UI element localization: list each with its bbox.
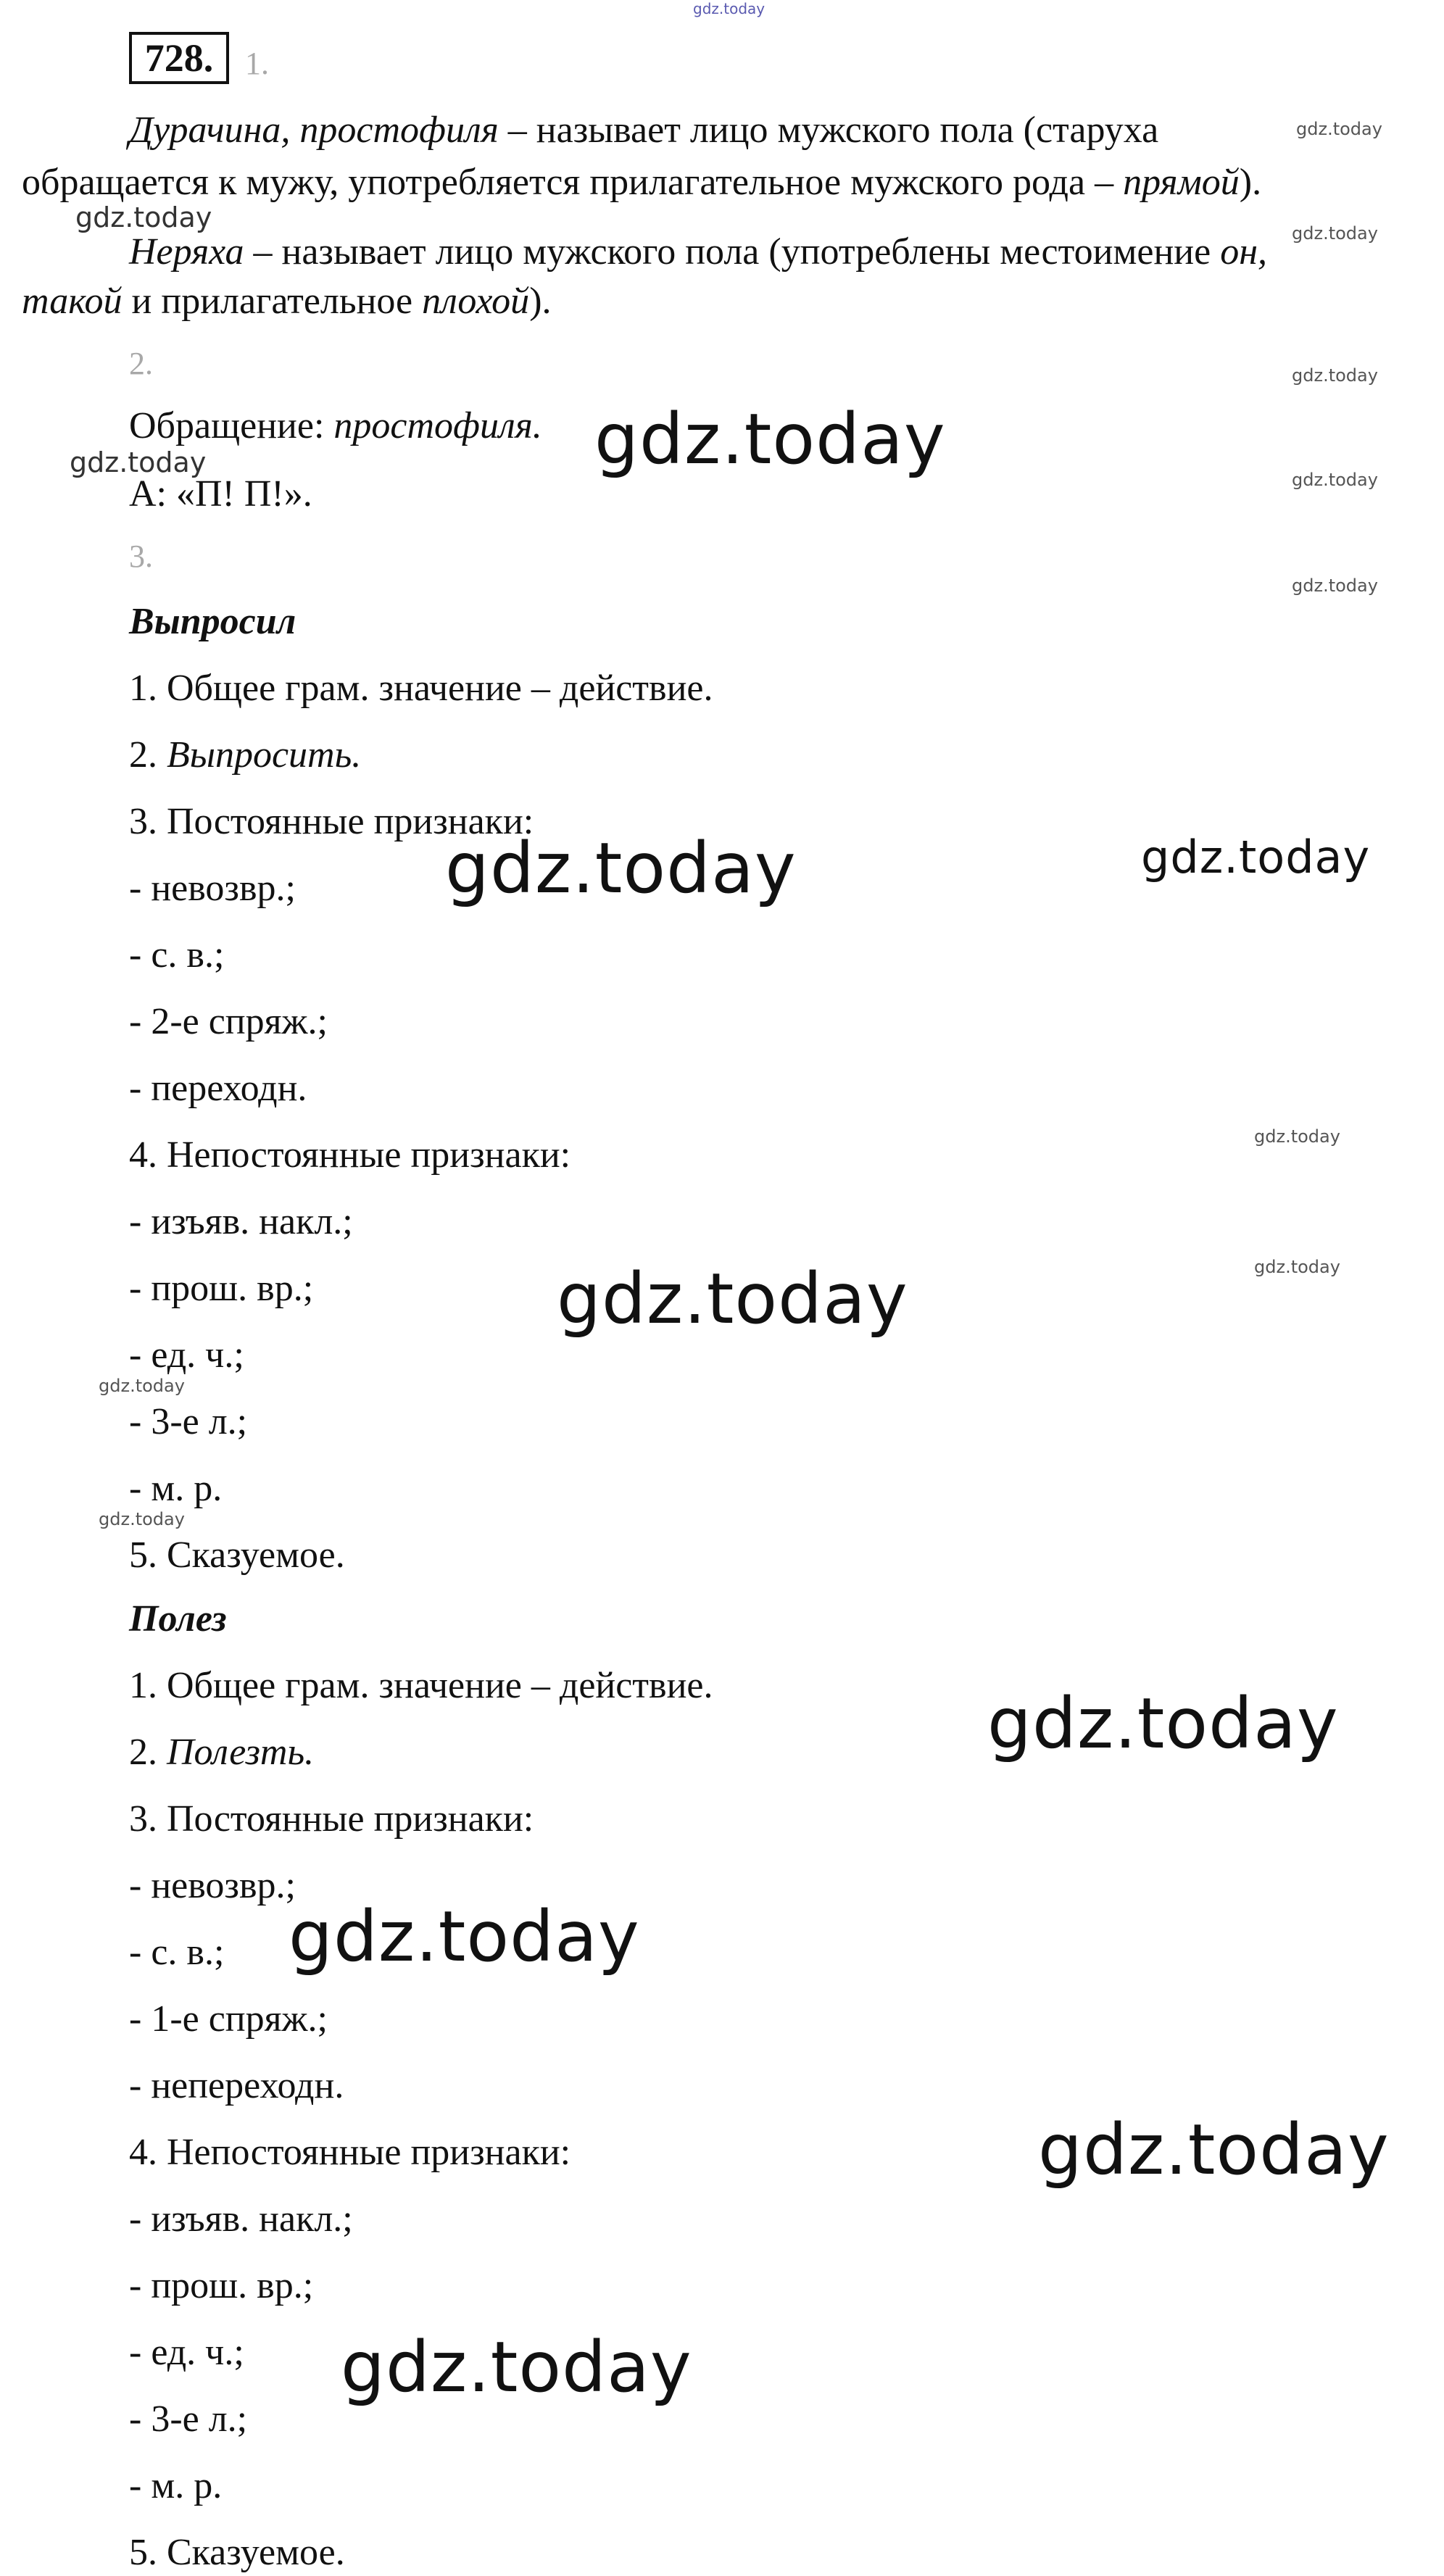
analysis-line: [129, 865, 296, 912]
analysis-text: - прош. вр.;: [129, 2265, 314, 2306]
watermark: gdz.today: [99, 1509, 185, 1529]
part-label-2: 2.: [129, 346, 153, 381]
analysis-text: - 2-е спряж.;: [129, 1001, 328, 1042]
analysis-text: 4. Непостоянные признаки:: [129, 1134, 571, 1176]
analysis-line: [129, 2063, 344, 2109]
part-label-1: 1.: [245, 46, 269, 81]
analysis-text: - 3-е л.;: [129, 2398, 248, 2440]
analysis-line: [129, 1729, 314, 1776]
analysis-line: [129, 1132, 570, 1179]
analysis-line: [129, 1266, 313, 1312]
analysis-text: 5. Сказуемое.: [129, 2532, 345, 2573]
analysis-italic-text: Выпросить.: [167, 734, 362, 776]
analysis-text: - м. р.: [129, 1468, 223, 1509]
analysis-text: - ед. ч.;: [129, 1334, 244, 1376]
analysis-text: - с. в.;: [129, 1932, 225, 1973]
term-durachina: Дурачина, простофиля: [129, 109, 499, 151]
watermark: gdz.today: [1292, 576, 1378, 596]
text: ).: [1239, 162, 1262, 203]
analysis-word-heading: Выпросил: [129, 601, 296, 642]
analysis-line: [129, 1199, 353, 1245]
scheme-line: А: «П! П!».: [129, 473, 312, 515]
word-takoy: такой: [22, 281, 123, 322]
watermark: gdz.today: [1038, 2109, 1390, 2190]
analysis-text: - ед. ч.;: [129, 2332, 244, 2373]
watermark-top: gdz.today: [693, 0, 765, 17]
part1-paragraph1-line2: [22, 159, 1261, 206]
text: ).: [529, 281, 552, 322]
analysis-line: [129, 932, 224, 979]
text: – называет лицо мужского пола (старуха: [498, 109, 1159, 151]
analysis-line: [129, 1532, 345, 1579]
word-pryamoy: прямой: [1123, 162, 1240, 203]
analysis-line: [129, 665, 713, 712]
analysis-text: - с. в.;: [129, 934, 225, 976]
watermark: gdz.today: [445, 828, 797, 909]
watermark: gdz.today: [99, 1376, 185, 1396]
analysis-text: - м. р.: [129, 2465, 223, 2506]
analysis-italic-text: Полезть.: [167, 1732, 315, 1773]
analysis-line: [129, 1399, 247, 1445]
analysis-line: [129, 732, 361, 778]
analysis-line: [129, 2196, 353, 2243]
term-neryakha: Неряха: [129, 231, 244, 273]
watermark: gdz.today: [1292, 470, 1378, 490]
analysis-text: - невозвр.;: [129, 868, 296, 909]
watermark: gdz.today: [557, 1258, 908, 1339]
appeal-value: простофиля.: [333, 405, 542, 446]
analysis-text: - прош. вр.;: [129, 1268, 314, 1309]
analysis-line: [129, 1929, 224, 1976]
part-label-3: 3.: [129, 539, 153, 574]
analysis-line: [129, 1663, 713, 1709]
analysis-line: [129, 1863, 296, 1909]
analysis-text: - 1-е спряж.;: [129, 1998, 328, 2040]
watermark: gdz.today: [1254, 1126, 1340, 1147]
part1-paragraph1-line1: [129, 107, 1158, 154]
watermark: gdz.today: [1254, 1257, 1340, 1277]
analysis-text: 4. Непостоянные признаки:: [129, 2132, 571, 2173]
word-plokhoy: плохой: [422, 281, 530, 322]
watermark: gdz.today: [70, 446, 207, 478]
analysis-line: [129, 1065, 307, 1112]
analysis-line: [129, 1466, 222, 1512]
part1-paragraph2-line2: [22, 278, 552, 325]
analysis-text: 2.: [129, 1732, 167, 1773]
analysis-line: [129, 1796, 534, 1842]
analysis-text: 5. Сказуемое.: [129, 1534, 345, 1576]
watermark: gdz.today: [1292, 365, 1378, 386]
analysis-text: 2.: [129, 734, 167, 776]
text: и прилагательное: [122, 281, 423, 322]
watermark: gdz.today: [75, 201, 212, 233]
analysis-text: - изъяв. накл.;: [129, 1201, 353, 1242]
word-on: он,: [1220, 231, 1267, 273]
watermark: gdz.today: [341, 2327, 692, 2408]
analysis-line: [129, 2530, 345, 2576]
analysis-line: [129, 2130, 570, 2176]
watermark: gdz.today: [1141, 831, 1371, 884]
analysis-text: - изъяв. накл.;: [129, 2198, 353, 2240]
analysis-word-heading: Полез: [129, 1598, 227, 1640]
analysis-text: 3. Постоянные признаки:: [129, 1798, 534, 1840]
part1-paragraph2-line1: [129, 229, 1267, 275]
watermark: gdz.today: [289, 1896, 640, 1977]
analysis-text: - невозвр.;: [129, 1865, 296, 1906]
analysis-line: [129, 2330, 244, 2376]
analysis-line: [129, 1996, 328, 2043]
analysis-line: [129, 2263, 313, 2309]
analysis-line: [129, 2396, 247, 2443]
appeal-line: [129, 403, 542, 449]
analysis-text: 1. Общее грам. значение – действие.: [129, 668, 713, 709]
watermark: gdz.today: [987, 1683, 1339, 1764]
analysis-line: [129, 2463, 222, 2509]
analysis-line: [129, 999, 328, 1045]
analysis-line: [129, 1332, 244, 1379]
watermark: gdz.today: [594, 399, 946, 480]
analysis-text: 3. Постоянные признаки:: [129, 801, 534, 842]
watermark: gdz.today: [1296, 119, 1382, 139]
watermark: gdz.today: [1292, 223, 1378, 244]
analysis-text: - 3-е л.;: [129, 1401, 248, 1442]
text: обращается к мужу, употребляется прилагательное мужского рода –: [22, 162, 1124, 203]
text: – называет лицо мужского пола (употреблены местоимение: [244, 231, 1221, 273]
analysis-text: 1. Общее грам. значение – действие.: [129, 1665, 713, 1706]
task-number: 728.: [129, 32, 229, 84]
analysis-text: - переходн.: [129, 1068, 307, 1109]
analysis-text: - непереходн.: [129, 2065, 344, 2106]
appeal-label: Обращение:: [129, 405, 334, 446]
